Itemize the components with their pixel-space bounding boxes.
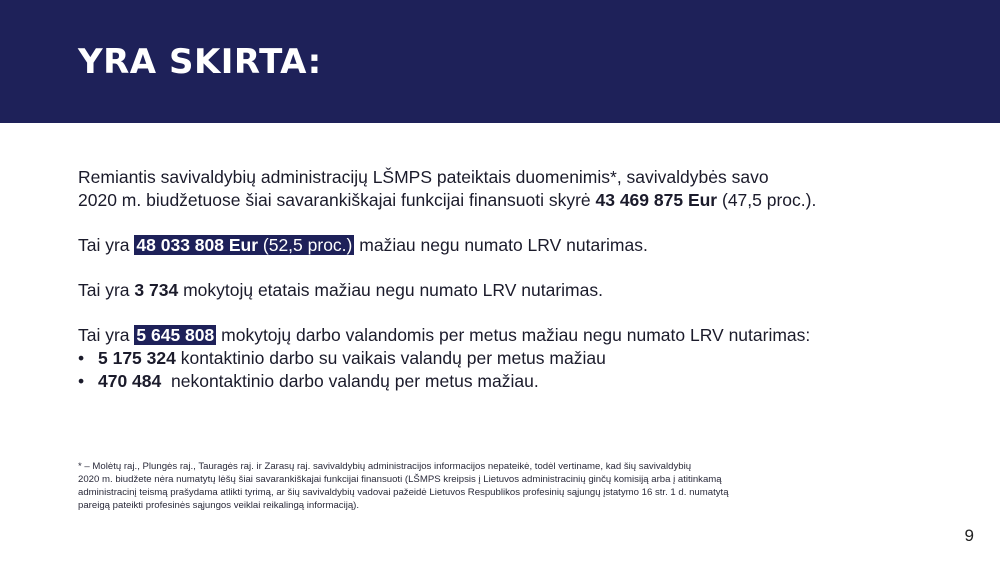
shortfall-hours-value: 5 645 808: [136, 325, 215, 345]
slide-title: YRA SKIRTA:: [78, 42, 322, 82]
funding-percent: (47,5 proc.).: [717, 190, 817, 210]
shortfall-hours-suffix: mokytojų darbo valandomis per metus mažiau negu numato LRV nutarimas:: [216, 325, 811, 345]
header-banner: [0, 0, 1000, 123]
footnote-line: 2020 m. biudžete nėra numatytų lėšų šiai savarankiškajai funkcijai finansuoti (LŠMPS kreipsis į Lietuvos administracinių ginčų komisiją arba į atitinkamą: [78, 474, 722, 485]
paragraph-shortfall-eur: [78, 234, 958, 257]
shortfall-positions-suffix: mokytojų etatais mažiau negu numato LRV nutarimas.: [178, 280, 603, 300]
bullet-icon: •: [78, 371, 85, 391]
footnote: [78, 460, 798, 512]
contact-hours-text: kontaktinio darbo su vaikais valandų per metus mažiau: [175, 348, 606, 368]
paragraph-funding-text: 2020 m. biudžetuose šiai savarankiškajai funkcijai finansuoti skyrė: [78, 190, 596, 210]
footnote-line: administracinį teismą prašydama atlikti tyrimą, ar šių savivaldybių vadovai pažeidė Lietuvos Respublikos profesinių sąjungų įstatymo 16 str. 1 d. numatytą: [78, 487, 729, 498]
paragraph-funding: [78, 166, 958, 212]
shortfall-hours-prefix: Tai yra: [78, 325, 135, 345]
list-item: [78, 347, 958, 370]
shortfall-eur-prefix: Tai yra: [78, 235, 135, 255]
paragraph-shortfall-hours: [78, 324, 958, 347]
footnote-line: pareigą pateikti profesinės sąjungos veiklai reikalingą informaciją).: [78, 500, 360, 511]
shortfall-positions-prefix: Tai yra: [78, 280, 135, 300]
shortfall-eur-percent: (52,5 proc.): [258, 235, 353, 255]
funding-amount: 43 469 875 Eur: [595, 190, 718, 210]
shortfall-eur-highlight: [134, 235, 354, 255]
main-content: [78, 166, 958, 393]
footnote-line: * – Molėtų raj., Plungės raj., Tauragės raj. ir Zarasų raj. savivaldybių administracijos informacijos nepateikė, todėl vertiname, kad šių savivaldybių: [78, 461, 692, 472]
shortfall-eur-amount: 48 033 808 Eur: [136, 235, 259, 255]
noncontact-hours-value: 470 484: [98, 371, 162, 391]
paragraph-funding-line1: Remiantis savivaldybių administracijų LŠMPS pateiktais duomenimis*, savivaldybės savo: [78, 167, 769, 187]
noncontact-hours-text: nekontaktinio darbo valandų per metus mažiau.: [161, 371, 539, 391]
paragraph-shortfall-positions: [78, 279, 958, 302]
shortfall-positions-value: 3 734: [134, 280, 179, 300]
bullet-icon: •: [78, 348, 85, 368]
list-item: [78, 370, 958, 393]
page-number: 9: [964, 526, 974, 545]
shortfall-eur-suffix: mažiau negu numato LRV nutarimas.: [354, 235, 648, 255]
contact-hours-value: 5 175 324: [98, 348, 176, 368]
